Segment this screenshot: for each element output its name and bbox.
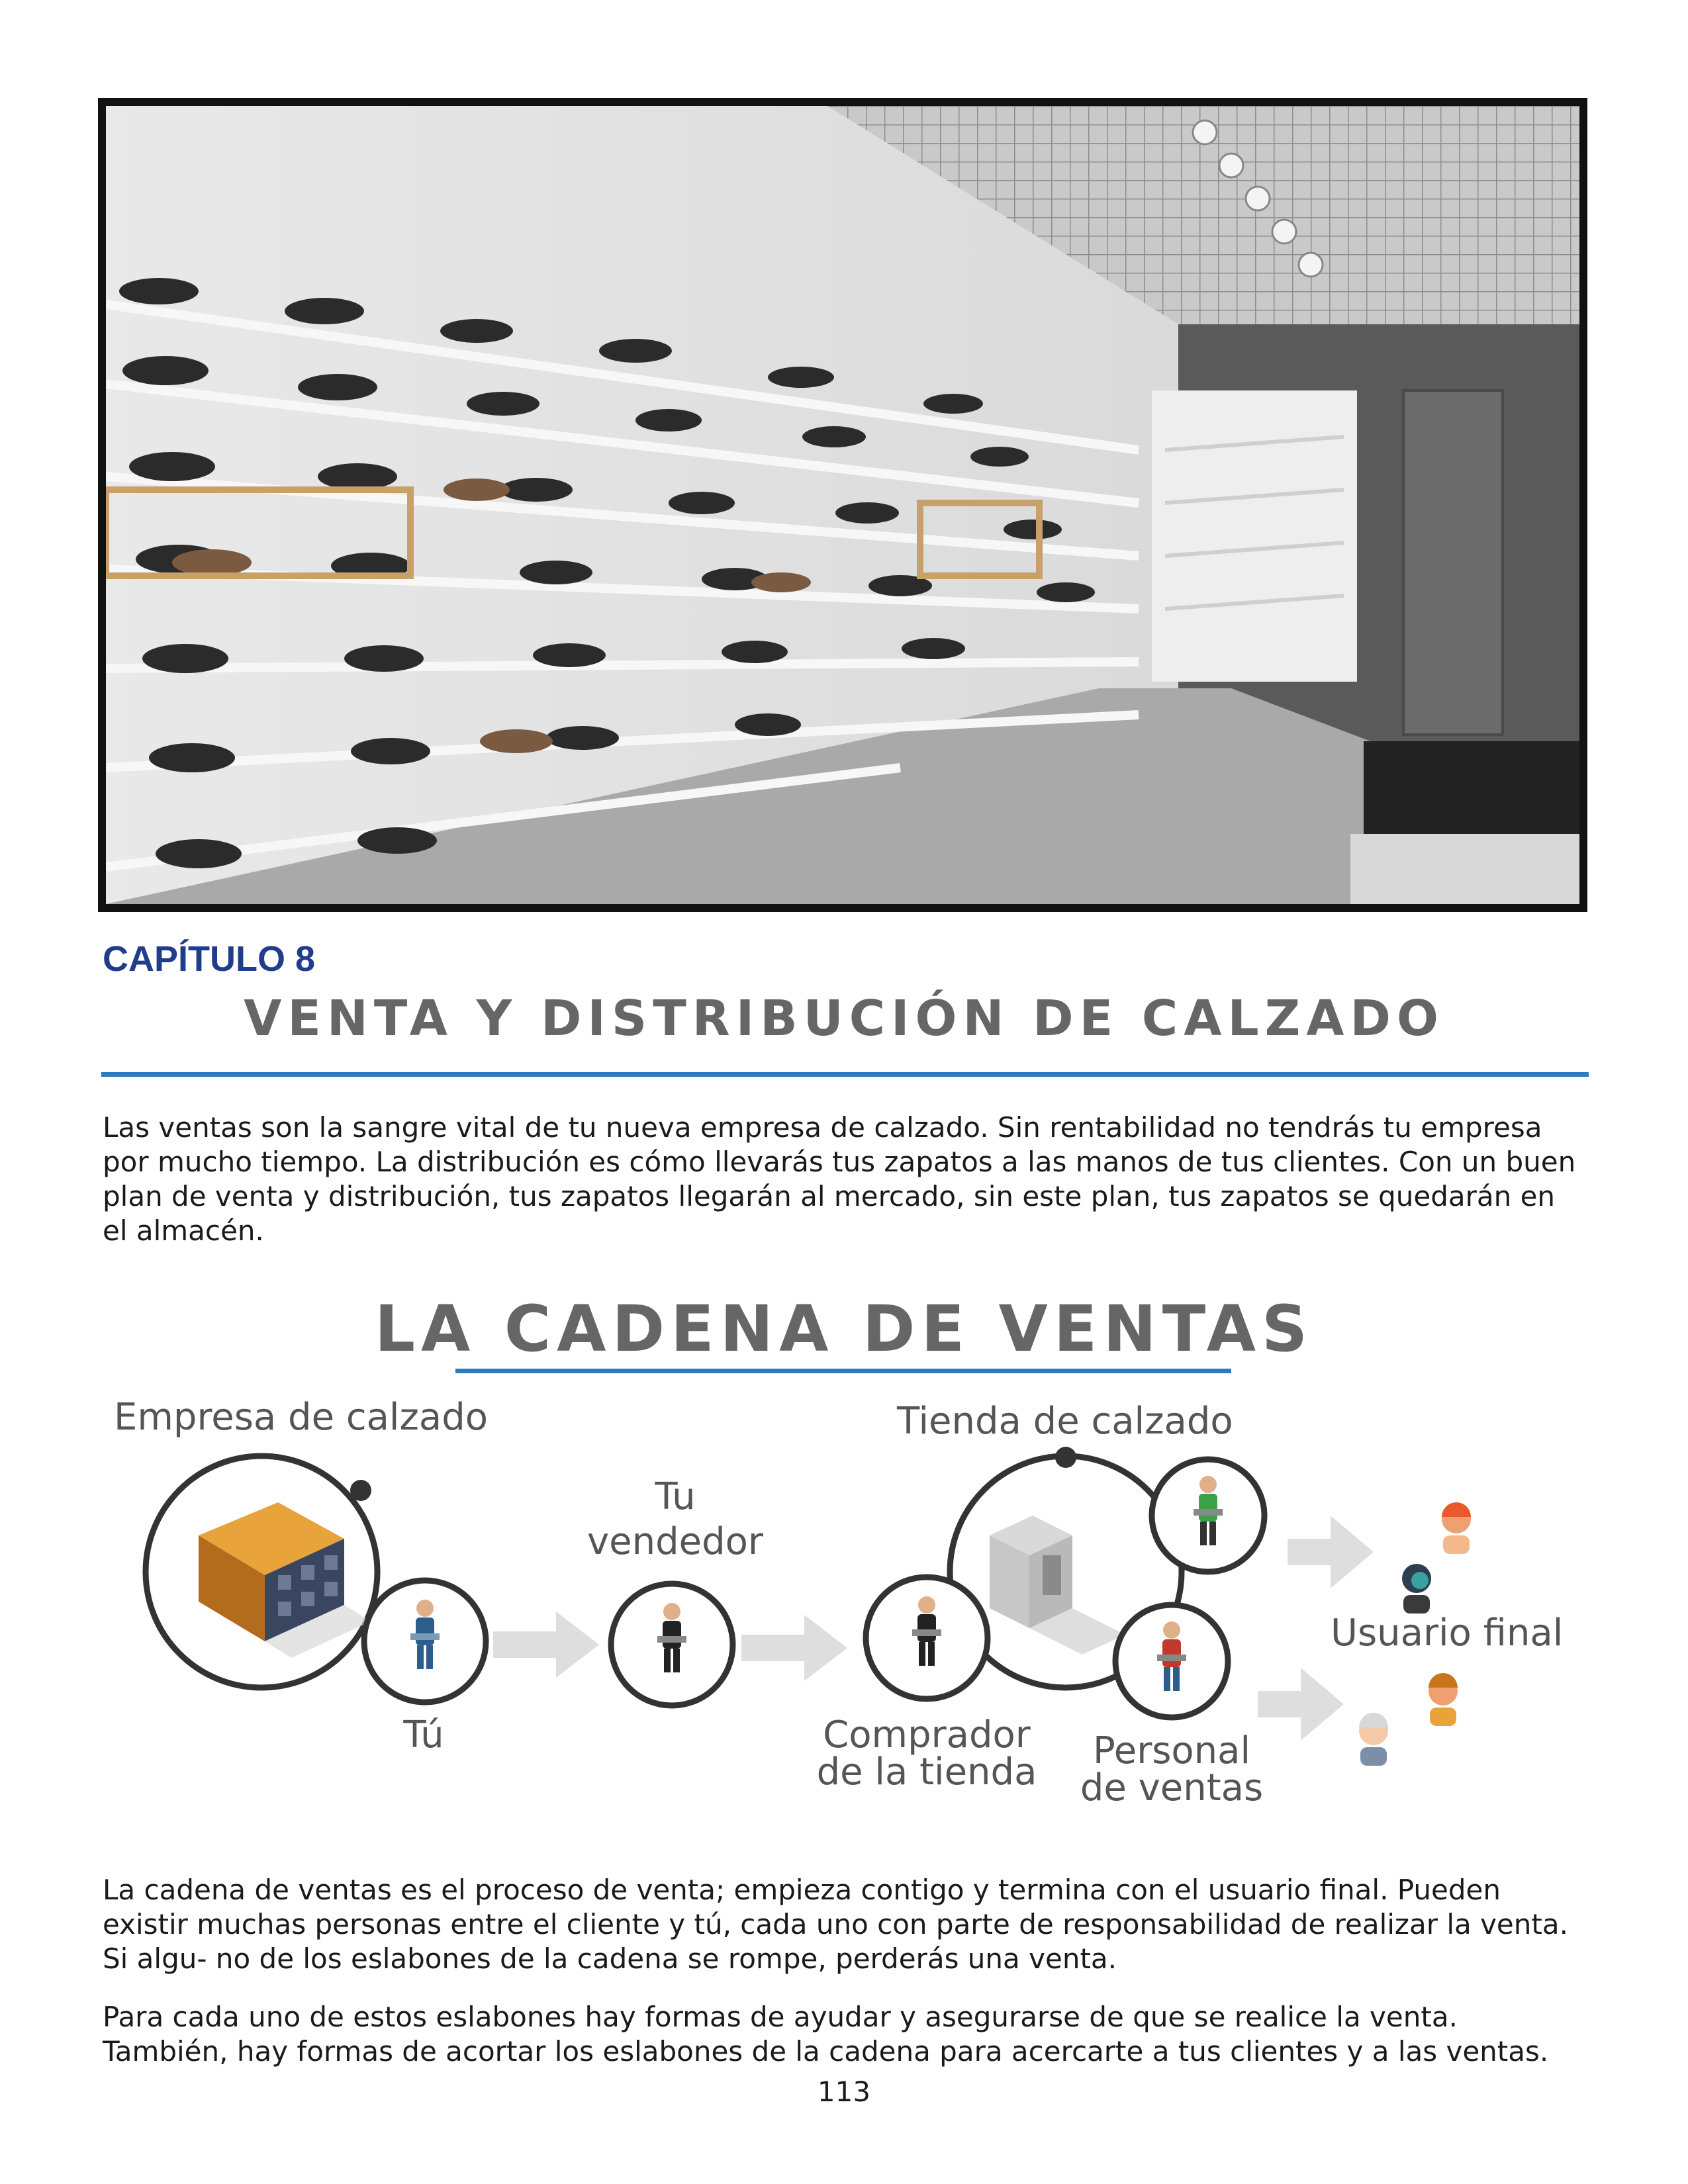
- label-staff-line2: de ventas: [1080, 1766, 1264, 1809]
- page-number: 113: [817, 2075, 871, 2108]
- label-end-user: Usuario final: [1331, 1612, 1564, 1655]
- chain-paragraph: La cadena de ventas es el proceso de venta; empieza contigo y termina con el usuario final. Pueden existir muchas personas entre el cliente y tú, cada uno con parte de responsabilidad de realizar la venta. Si algu- no de los eslabones de la cadena se rompe, perderás una venta.: [103, 1874, 1568, 1975]
- intro-paragraph: Las ventas son la sangre vital de tu nueva empresa de calzado. Sin rentabilidad no tendrás tu empresa por mucho tiempo. La distribución es cómo llevarás tus zapatos a las manos de tus clientes. Con un buen plan de venta y distribución, tus zapatos llegarán al mercado, sin este plan, tus zapatos se quedarán en el almacén.: [103, 1111, 1576, 1247]
- end-user-avatar-1: [1442, 1502, 1471, 1554]
- chain-title: LA CADENA DE VENTAS: [374, 1292, 1314, 1366]
- label-buyer-line1: Comprador: [823, 1713, 1031, 1756]
- end-user-avatar-3: [1429, 1673, 1458, 1726]
- end-user-avatar-4: [1359, 1713, 1388, 1766]
- end-user-avatar-2: [1402, 1564, 1431, 1614]
- arrow-1: [493, 1612, 599, 1678]
- store-connector-dot: [1055, 1447, 1076, 1468]
- label-staff-line1: Personal: [1092, 1729, 1251, 1772]
- company-connector-dot: [350, 1480, 371, 1501]
- label-company: Empresa de calzado: [114, 1396, 489, 1439]
- label-you: Tú: [403, 1713, 444, 1756]
- arrow-3: [1288, 1516, 1374, 1588]
- page-title: VENTA Y DISTRIBUCIÓN DE CALZADO: [244, 990, 1444, 1047]
- shoe-store-photo: [98, 98, 1587, 912]
- shoe-store-illustration: [106, 106, 1579, 904]
- title-divider: [101, 1072, 1589, 1077]
- closing-paragraph: Para cada uno de estos eslabones hay formas de ayudar y asegurarse de que se realice la venta. También, hay formas de acortar los eslabones de la cadena para acercarte a tus clientes y a las ventas.: [103, 2001, 1549, 2068]
- label-store: Tienda de calzado: [897, 1400, 1233, 1443]
- label-seller-line1: Tu: [655, 1475, 696, 1518]
- chain-title-divider: [455, 1369, 1231, 1373]
- chapter-label: CAPÍTULO 8: [103, 939, 316, 979]
- sales-chain-diagram: [0, 1377, 1688, 1853]
- label-seller-line2: vendedor: [587, 1520, 763, 1563]
- arrow-2: [741, 1615, 847, 1681]
- label-buyer-line2: de la tienda: [816, 1751, 1037, 1794]
